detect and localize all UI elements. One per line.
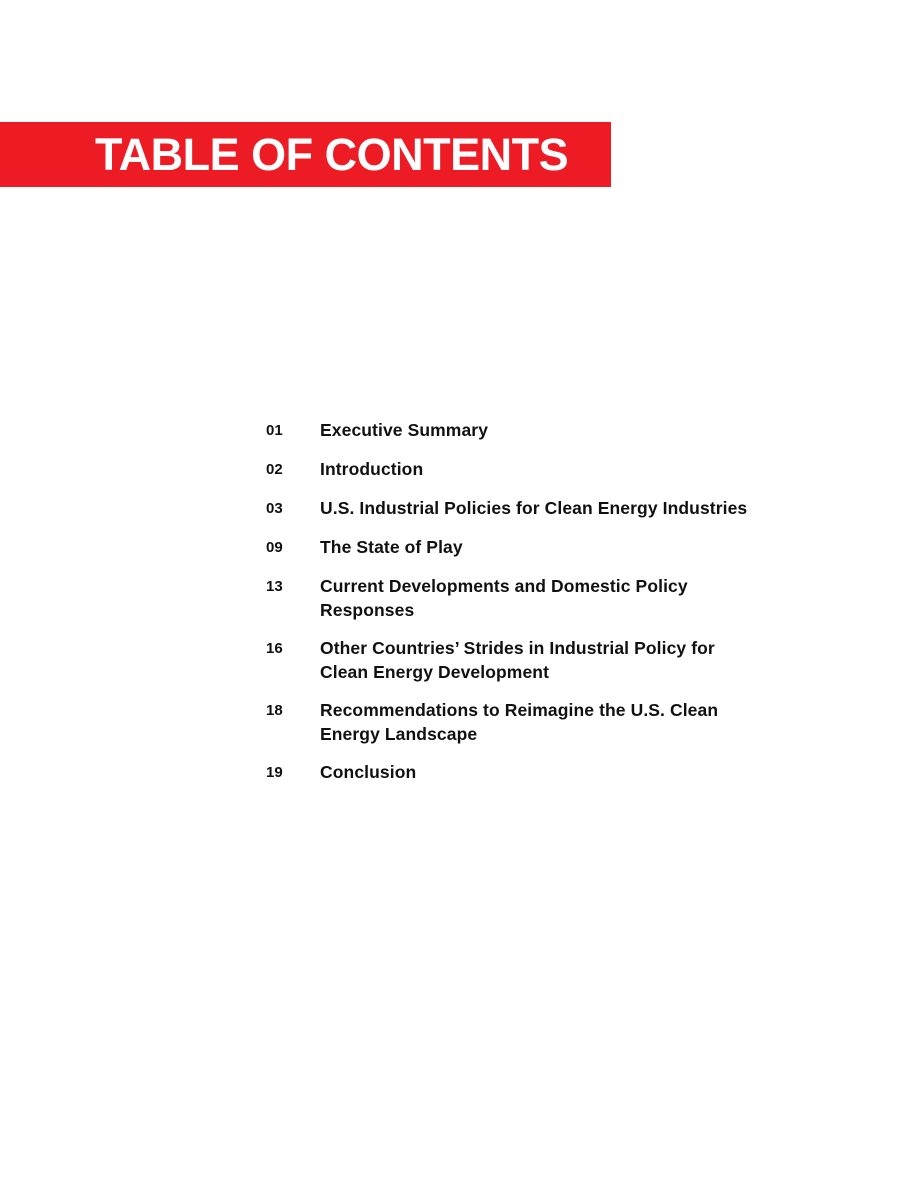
toc-page-number: 03 <box>266 500 283 517</box>
toc-entry[interactable] <box>266 636 766 684</box>
toc-page-number: 19 <box>266 764 283 781</box>
toc-entry-title: Other Countries’ Strides in Industrial Policy for Clean Energy Development <box>320 638 715 682</box>
toc-entry-title: Current Developments and Domestic Policy Responses <box>320 576 688 620</box>
toc-entry[interactable] <box>266 457 766 482</box>
toc-entry[interactable] <box>266 698 766 746</box>
toc-entry[interactable] <box>266 496 766 521</box>
table-of-contents <box>266 418 766 799</box>
toc-entry-title: Introduction <box>320 459 424 479</box>
toc-entry-title: Conclusion <box>320 762 417 782</box>
toc-entry[interactable] <box>266 760 766 785</box>
toc-entry-title: U.S. Industrial Policies for Clean Energy Industries <box>320 498 748 518</box>
toc-page-number: 18 <box>266 702 283 719</box>
toc-entry-title: Recommendations to Reimagine the U.S. Clean Energy Landscape <box>320 700 719 744</box>
toc-page-number: 02 <box>266 461 283 478</box>
toc-entry[interactable] <box>266 418 766 443</box>
title-banner <box>0 122 611 187</box>
toc-page-number: 13 <box>266 578 283 595</box>
page-title: TABLE OF CONTENTS <box>95 129 569 180</box>
toc-page-number: 01 <box>266 422 283 439</box>
toc-page-number: 16 <box>266 640 283 657</box>
toc-entry[interactable] <box>266 535 766 560</box>
toc-entry-title: The State of Play <box>320 537 463 557</box>
toc-entry-title: Executive Summary <box>320 420 489 440</box>
toc-page-number: 09 <box>266 539 283 556</box>
toc-entry[interactable] <box>266 574 766 622</box>
